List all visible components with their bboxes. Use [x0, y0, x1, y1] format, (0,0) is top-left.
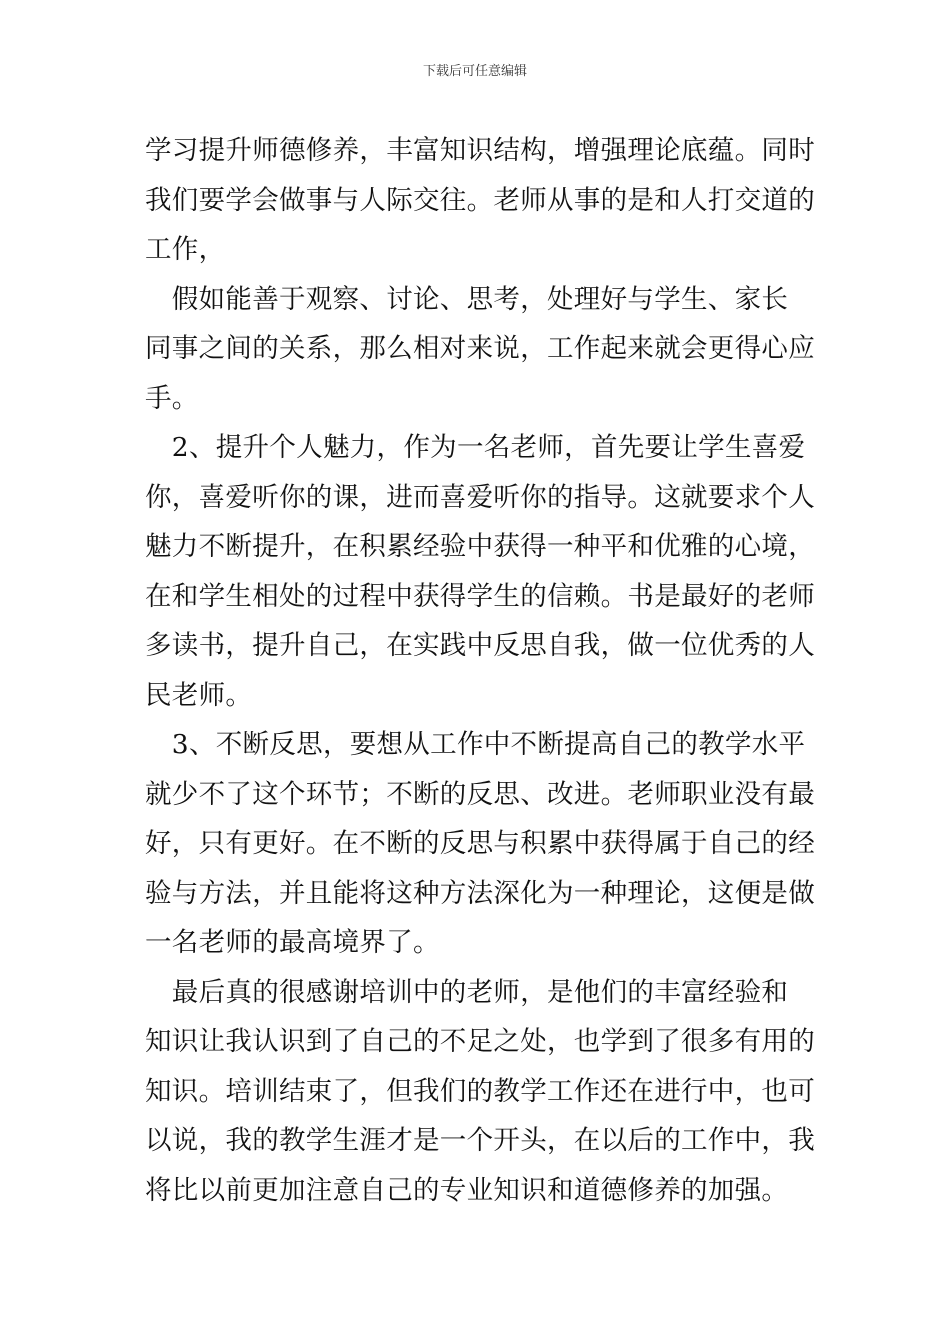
text-line: 3、不断反思，要想从工作中不断提高自己的教学水平: [145, 729, 806, 760]
text-line: 好，只有更好。在不断的反思与积累中获得属于自己的经: [145, 828, 815, 859]
text-line: 知识让我认识到了自己的不足之处，也学到了很多有用的: [145, 1026, 815, 1057]
paragraph-5: [145, 968, 815, 1216]
text-line: 以说，我的教学生涯才是一个开头，在以后的工作中，我: [145, 1125, 815, 1156]
text-line: 多读书，提升自己，在实践中反思自我，做一位优秀的人: [145, 630, 815, 661]
text-line: 验与方法，并且能将这种方法深化为一种理论，这便是做: [145, 877, 815, 909]
text-line: 知识。培训结束了，但我们的教学工作还在进行中，也可: [145, 1075, 815, 1107]
paragraph-2: [145, 275, 815, 424]
text-line: 假如能善于观察、讨论、思考，处理好与学生、家长: [145, 283, 789, 315]
text-line: 一名老师的最高境界了。: [145, 927, 440, 958]
document-body: [145, 126, 815, 1215]
text-line: 民老师。: [145, 679, 253, 711]
text-line: 工作，: [145, 234, 226, 265]
text-line: 魅力不断提升，在积累经验中获得一种平和优雅的心境，: [145, 531, 815, 562]
text-line: 2、提升个人魅力，作为一名老师，首先要让学生喜爱: [145, 432, 806, 463]
text-line: 将比以前更加注意自己的专业知识和道德修养的加强。: [145, 1174, 789, 1206]
paragraph-4: [145, 720, 815, 968]
text-line: 手。: [145, 382, 199, 414]
text-line: 同事之间的关系，那么相对来说，工作起来就会更得心应: [145, 333, 815, 364]
text-line: 我们要学会做事与人际交往。老师从事的是和人打交道的: [145, 184, 815, 216]
text-line: 就少不了这个环节；不断的反思、改进。老师职业没有最: [145, 778, 815, 810]
text-line: 在和学生相处的过程中获得学生的信赖。书是最好的老师: [145, 580, 815, 612]
text-line: 学习提升师德修养，丰富知识结构，增强理论底蕴。同时: [145, 135, 815, 166]
paragraph-3: [145, 423, 815, 720]
page-header: 下载后可任意编辑: [422, 64, 527, 79]
paragraph-1: [145, 126, 815, 275]
text-line: 你，喜爱听你的课，进而喜爱听你的指导。这就要求个人: [145, 481, 815, 513]
text-line: 最后真的很感谢培训中的老师，是他们的丰富经验和: [145, 976, 789, 1008]
